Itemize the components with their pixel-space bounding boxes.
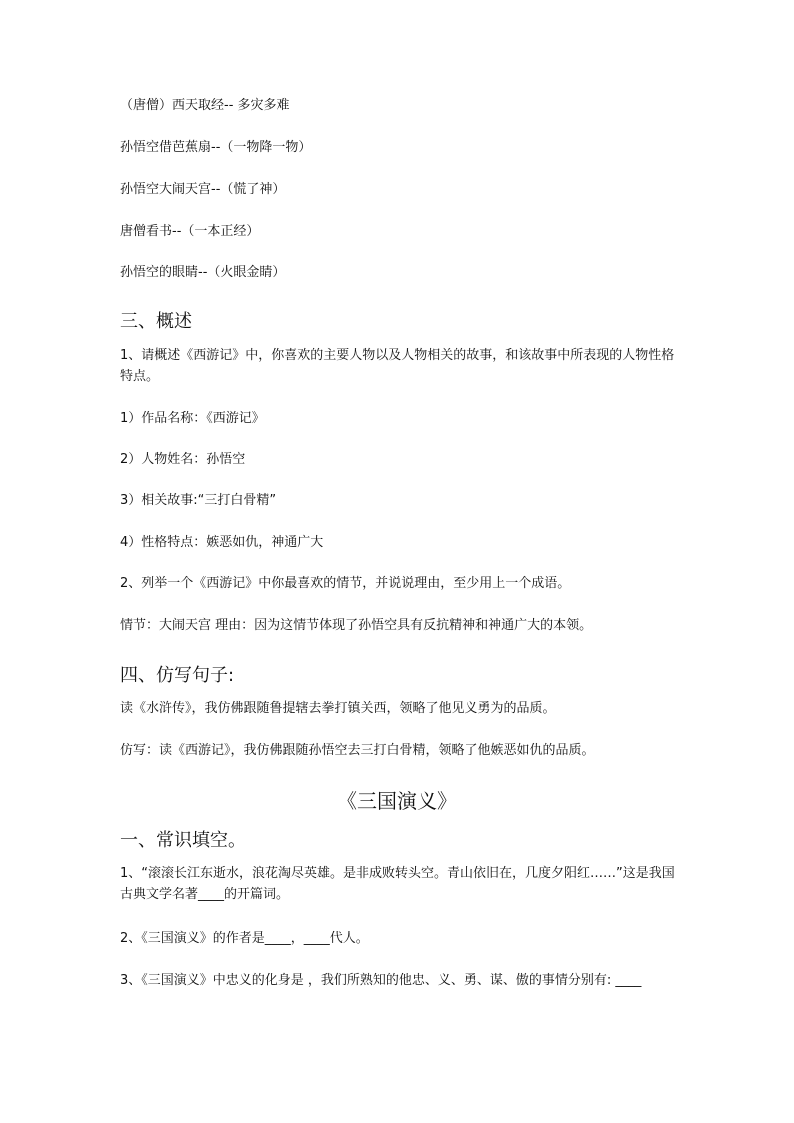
section-3-item-4: 4）性格特点：嫉恶如仇，神通广大 [120, 535, 324, 550]
sanguo-heading: 一、常识填空。 [120, 830, 246, 851]
xiyouji-pair-5: 孙悟空的眼睛--（火眼金睛） [120, 265, 286, 280]
xiyouji-pair-3: 孙悟空大闹天宫--（慌了神） [120, 182, 286, 197]
xiyouji-pair-1: （唐僧）西天取经-- 多灾多难 [120, 98, 290, 113]
sanguo-question-3: 3、《三国演义》中忠义的化身是 ，我们所熟知的他忠、义、勇、谋、傲的事情分别有: ____ [120, 973, 642, 988]
section-4-example: 读《水浒传》，我仿佛跟随鲁提辖去拳打镇关西，领略了他见义勇为的品质。 [120, 701, 556, 716]
section-4-imitation: 仿写：读《西游记》，我仿佛跟随孙悟空去三打白骨精，领略了他嫉恶如仇的品质。 [120, 743, 595, 758]
section-3-heading: 三、概述 [120, 311, 192, 332]
xiyouji-pair-4: 唐僧看书--（一本正经） [120, 224, 260, 239]
sanguo-title: 《三国演义》 [337, 789, 457, 813]
xiyouji-pair-2: 孙悟空借芭蕉扇--（一物降一物） [120, 140, 312, 155]
section-3-item-1: 1）作品名称：《西游记》 [120, 411, 265, 426]
section-3-answer-2: 情节：大闹天宫 理由：因为这情节体现了孙悟空具有反抗精神和神通广大的本领。 [120, 618, 593, 633]
section-3-question-1: 1、请概述《西游记》中，你喜欢的主要人物以及人物相关的故事，和该故事中所表现的人物性格特点。 [120, 348, 675, 384]
section-3-item-2: 2）人物姓名：孙悟空 [120, 452, 246, 467]
section-3-item-3: 3）相关故事:“三打白骨精” [120, 493, 277, 508]
sanguo-question-1: 1、“滚滚长江东逝水，浪花淘尽英雄。是非成败转头空。青山依旧在，几度夕阳红……”这是我国古典文学名著____的开篇词。 [120, 866, 675, 902]
section-3-question-2: 2、列举一个《西游记》中你最喜欢的情节，并说说理由，至少用上一个成语。 [120, 576, 571, 591]
sanguo-question-2: 2、《三国演义》的作者是____，____代人。 [120, 931, 369, 946]
section-4-heading: 四、仿写句子: [120, 665, 235, 686]
